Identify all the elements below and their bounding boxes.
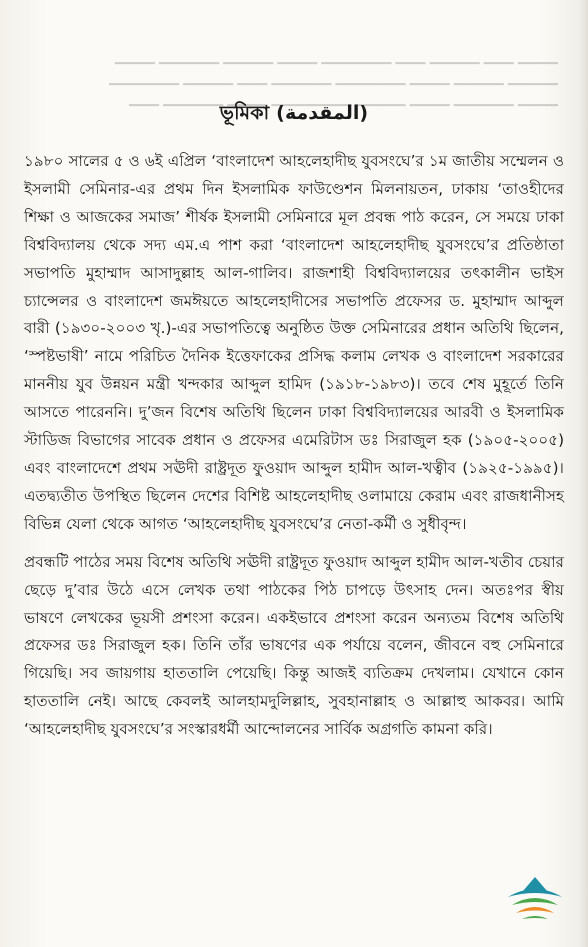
paragraph-2: প্রবন্ধটি পাঠের সময় বিশেষ অতিথি সঊদী রাষ্ট্রদূত ফুওয়াদ আব্দুল হামীদ আল-খতীব চেয়ার ছেড়ে দু’বার উঠে এসে লেখক তথা পাঠকের পিঠ চাপড়ে উৎসাহ দেন। অতঃপর স্বীয় ভাষণে লেখকের ভূয়সী প্রশংসা করেন। একইভাবে প্রশংসা করেন অন্যতম বিশেষ অতিথি প্রফেসর ডঃ সিরাজুল হক। তিনি তাঁর ভাষণের এক পর্যায়ে বলেন, জীবনে বহু সেমিনারে গিয়েছি। সব জায়গায় হাততালি পেয়েছি। কিন্তু আজই ব্যতিক্রম দেখলাম। যেখানে কোন হাততালি নেই। আছে কেবলই আলহামদুলিল্লাহ, সুবহানাল্লাহ ও আল্লাহু আকবর। আমি ‘আহলেহাদীছ যুবসংঘে’র সংস্কারধর্মী আন্দোলনের সার্বিক অগ্রগতি কামনা করি। xyxy=(24,552,564,739)
publisher-logo-icon xyxy=(500,873,570,931)
page-title xyxy=(0,100,588,126)
body-text xyxy=(24,148,564,744)
bleed-through-text: ▁▁▁▁ ▁▁▁ ▁▁▁▁▁ ▁▁▁ ▁▁▁▁▁▁▁ ▁▁▁▁ ▁▁▁▁▁ ▁▁▁▁▁▁ ▁▁▁▁ ▁▁▁▁▁ ▁▁▁▁▁ ▁▁▁▁ ▁▁▁▁▁▁▁ ▁▁▁▁▁▁ ▁▁▁ ▁▁▁▁▁ ▁▁▁▁▁▁▁ ▁▁▁▁ ▁▁▁▁▁▁ ▁▁▁▁ ▁▁▁▁▁ ▁▁▁▁▁▁▁▁ ▁▁▁▁ ▁▁▁▁▁▁ ▁▁▁ xyxy=(109,50,558,107)
title-bengali: ভূমিকা xyxy=(219,102,270,124)
paragraph-1: ১৯৮০ সালের ৫ ও ৬ই এপ্রিল ‘বাংলাদেশ আহলেহাদীছ যুবসংঘে’র ১ম জাতীয় সম্মেলন ও ইসলামী সেমিনার-এর প্রথম দিন ইসলামিক ফাউণ্ডেশন মিলনায়তন, ঢাকায় ‘তাওহীদের শিক্ষা ও আজকের সমাজ’ শীর্ষক ইসলামী সেমিনারে মূল প্রবন্ধ পাঠ করেন, সে সময়ে ঢাকা বিশ্ববিদ্যালয় থেকে সদ্য এম.এ পাশ করা ‘বাংলাদেশ আহলেহাদীছ যুবসংঘে’র প্রতিষ্ঠাতা সভাপতি মুহাম্মাদ আসাদুল্লাহ আল-গালিব। রাজশাহী বিশ্ববিদ্যালয়ের তৎকালীন ভাইস চ্যান্সেলর ও বাংলাদেশ জমঈয়তে আহলেহাদীসের সভাপতি প্রফেসর ড. মুহাম্মাদ আব্দুল বারী (১৯৩০-২০০৩ খৃ.)-এর সভাপতিত্বে অনুষ্ঠিত উক্ত সেমিনারের প্রধান অতিথি ছিলেন, ‘স্পষ্টভাষী’ নামে পরিচিত দৈনিক ইত্তেফাকের প্রসিদ্ধ কলাম লেখক ও বাংলাদেশ সরকারের মাননীয় যুব উন্নয়ন মন্ত্রী খন্দকার আব্দুল হামিদ (১৯১৮-১৯৮৩)। তবে শেষ মুহূর্তে তিনি আসতে পারেননি। দু’জন বিশেষ অতিথি ছিলেন ঢাকা বিশ্ববিদ্যালয়ের আরবী ও ইসলামিক স্টাডিজ বিভাগের সাবেক প্রধান ও প্রফেসর এমেরিটাস ডঃ সিরাজুল হক (১৯০৫-২০০৫) এবং বাংলাদেশে প্রথম সঊদী রাষ্ট্রদূত ফুওয়াদ আব্দুল হামীদ আল-খত্বীব (১৯২৫-১৯৯৫)। এতদ্ব্যতীত উপস্থিত ছিলেন দেশের বিশিষ্ট আহলেহাদীছ ওলামায়ে কেরাম এবং রাজধানীসহ বিভিন্ন যেলা থেকে আগত ‘আহলেহাদীছ যুবসংঘে’র নেতা-কর্মী ও সুধীবৃন্দ। xyxy=(24,152,564,533)
page-fold-shadow xyxy=(578,0,588,947)
title-arabic: (المقدمة) xyxy=(276,102,369,124)
